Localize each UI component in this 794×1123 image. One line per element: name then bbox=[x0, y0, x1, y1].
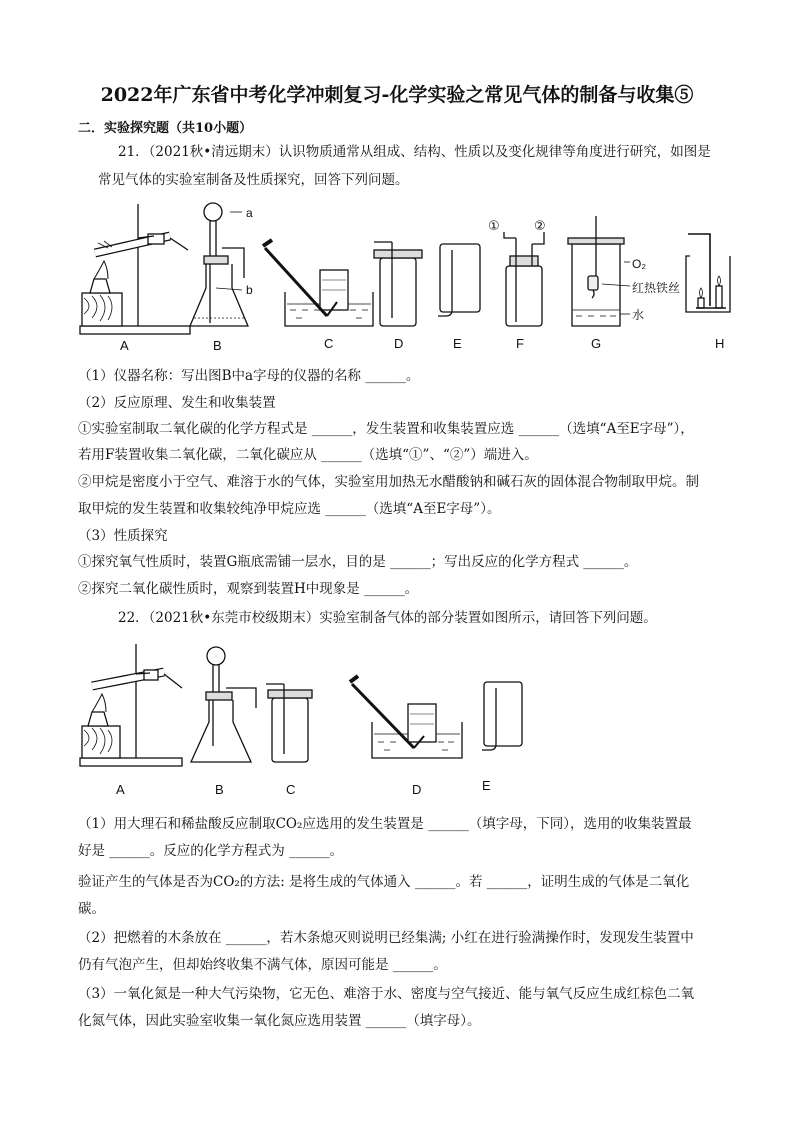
fig1-label-d: D bbox=[394, 336, 404, 351]
fig1-label-g: G bbox=[591, 336, 602, 351]
fig1-label-h: H bbox=[715, 336, 725, 351]
fig2-apparatus-d bbox=[350, 676, 462, 758]
q21-line-7: （3）性质探究 bbox=[78, 528, 168, 544]
apparatus-f-bottle bbox=[504, 232, 544, 326]
fig1-water-label: 水 bbox=[632, 308, 645, 322]
q22-line-2: 好是 ______。反应的化学方程式为 ______。 bbox=[78, 843, 344, 859]
apparatus-d-jar bbox=[374, 242, 422, 326]
q21-line-6: 取甲烷的发生装置和收集较纯净甲烷应选 ______（选填“A至E字母”）。 bbox=[78, 501, 501, 517]
fig2-label-a: A bbox=[116, 782, 125, 797]
apparatus-c-trough bbox=[263, 240, 373, 326]
fig2-label-e: E bbox=[482, 778, 491, 793]
fig2-apparatus-c bbox=[266, 684, 312, 762]
q21-apparatus-figure bbox=[70, 198, 750, 356]
fig2-label-c: C bbox=[286, 782, 296, 797]
q22-line-1: （1）用大理石和稀盐酸反应制取CO₂应选用的发生装置是 ______（填字母，下同），选用的收集装置最 bbox=[78, 816, 692, 832]
fig1-label-f: F bbox=[516, 336, 524, 351]
fig1-port-1: ① bbox=[488, 218, 500, 233]
q21-intro-1: 21．（2021秋•清远期末）认识物质通常从组成、结构、性质以及变化规律等角度进行研究，如图是 bbox=[118, 144, 711, 160]
q22-line-4: 碳。 bbox=[78, 901, 105, 917]
q22-line-3: 验证产生的气体是否为CO₂的方法: 是将生成的气体通入 ______。若 ______，证明生成的气体是二氧化 bbox=[78, 874, 690, 890]
fig1-label-a: A bbox=[120, 338, 129, 353]
fig1-label-c: C bbox=[324, 336, 334, 351]
q21-line-2: （2）反应原理、发生和收集装置 bbox=[78, 395, 276, 411]
q21-line-4: 若用F装置收集二氧化碳，二氧化碳应从 ______（选填“①”、“②”）端进入。 bbox=[78, 447, 538, 463]
apparatus-g-jar bbox=[568, 216, 630, 326]
q21-line-8: ①探究氧气性质时，装置G瓶底需铺一层水，目的是 ______；写出反应的化学方程式 ______。 bbox=[78, 554, 638, 570]
fig2-label-d: D bbox=[412, 782, 422, 797]
section-heading: 二．实验探究题（共10小题） bbox=[78, 121, 253, 136]
q21-intro-2: 常见气体的实验室制备及性质探究，回答下列问题。 bbox=[98, 172, 409, 188]
apparatus-e-jar bbox=[438, 244, 480, 316]
q21-line-3: ①实验室制取二氧化碳的化学方程式是 ______，发生装置和收集装置应选 ______（选填“A至E字母”）， bbox=[78, 421, 694, 437]
q21-line-5: ②甲烷是密度小于空气、难溶于水的气体，实验室用加热无水醋酸钠和碱石灰的固体混合物制取甲烷。制 bbox=[78, 474, 699, 490]
apparatus-a-heater bbox=[80, 204, 190, 334]
apparatus-b-flask bbox=[190, 203, 248, 326]
page-title: 2022年广东省中考化学冲刺复习-化学实验之常见气体的制备与收集⑤ bbox=[100, 84, 694, 106]
apparatus-h-beaker bbox=[686, 234, 730, 312]
q22-line-7: （3）一氧化氮是一种大气污染物，它无色、难溶于水、密度与空气接近、能与氧气反应生成红棕色二氧 bbox=[78, 986, 695, 1002]
fig1-wire-label: 红热铁丝 bbox=[632, 281, 681, 295]
q22-line-8: 化氮气体，因此实验室收集一氧化氮应选用装置 ______（填字母）。 bbox=[78, 1013, 481, 1029]
fig2-apparatus-e bbox=[482, 682, 522, 750]
q21-line-9: ②探究二氧化碳性质时，观察到装置H中现象是 ______。 bbox=[78, 581, 419, 597]
fig1-label-e: E bbox=[453, 336, 462, 351]
fig2-apparatus-b bbox=[191, 647, 256, 762]
fig2-label-b: B bbox=[215, 782, 224, 797]
fig1-o2-label: O₂ bbox=[632, 257, 646, 271]
q21-line-1: （1）仪器名称：写出图B中a字母的仪器的名称 ______。 bbox=[78, 368, 420, 384]
fig1-label-b: B bbox=[213, 338, 222, 353]
q22-intro: 22．（2021秋•东莞市校级期末）实验室制备气体的部分装置如图所示，请回答下列问题。 bbox=[118, 610, 657, 626]
q22-line-6: 仍有气泡产生，但却始终收集不满气体，原因可能是 ______。 bbox=[78, 957, 447, 973]
fig1-port-2: ② bbox=[534, 218, 546, 233]
fig1-instrument-b: b bbox=[246, 283, 253, 297]
q22-apparatus-figure bbox=[70, 636, 540, 800]
fig2-apparatus-a bbox=[80, 644, 182, 766]
q22-line-5: （2）把燃着的木条放在 ______，若木条熄灭则说明已经集满; 小红在进行验满操作时，发现发生装置中 bbox=[78, 930, 694, 946]
fig1-instrument-a: a bbox=[246, 206, 253, 220]
